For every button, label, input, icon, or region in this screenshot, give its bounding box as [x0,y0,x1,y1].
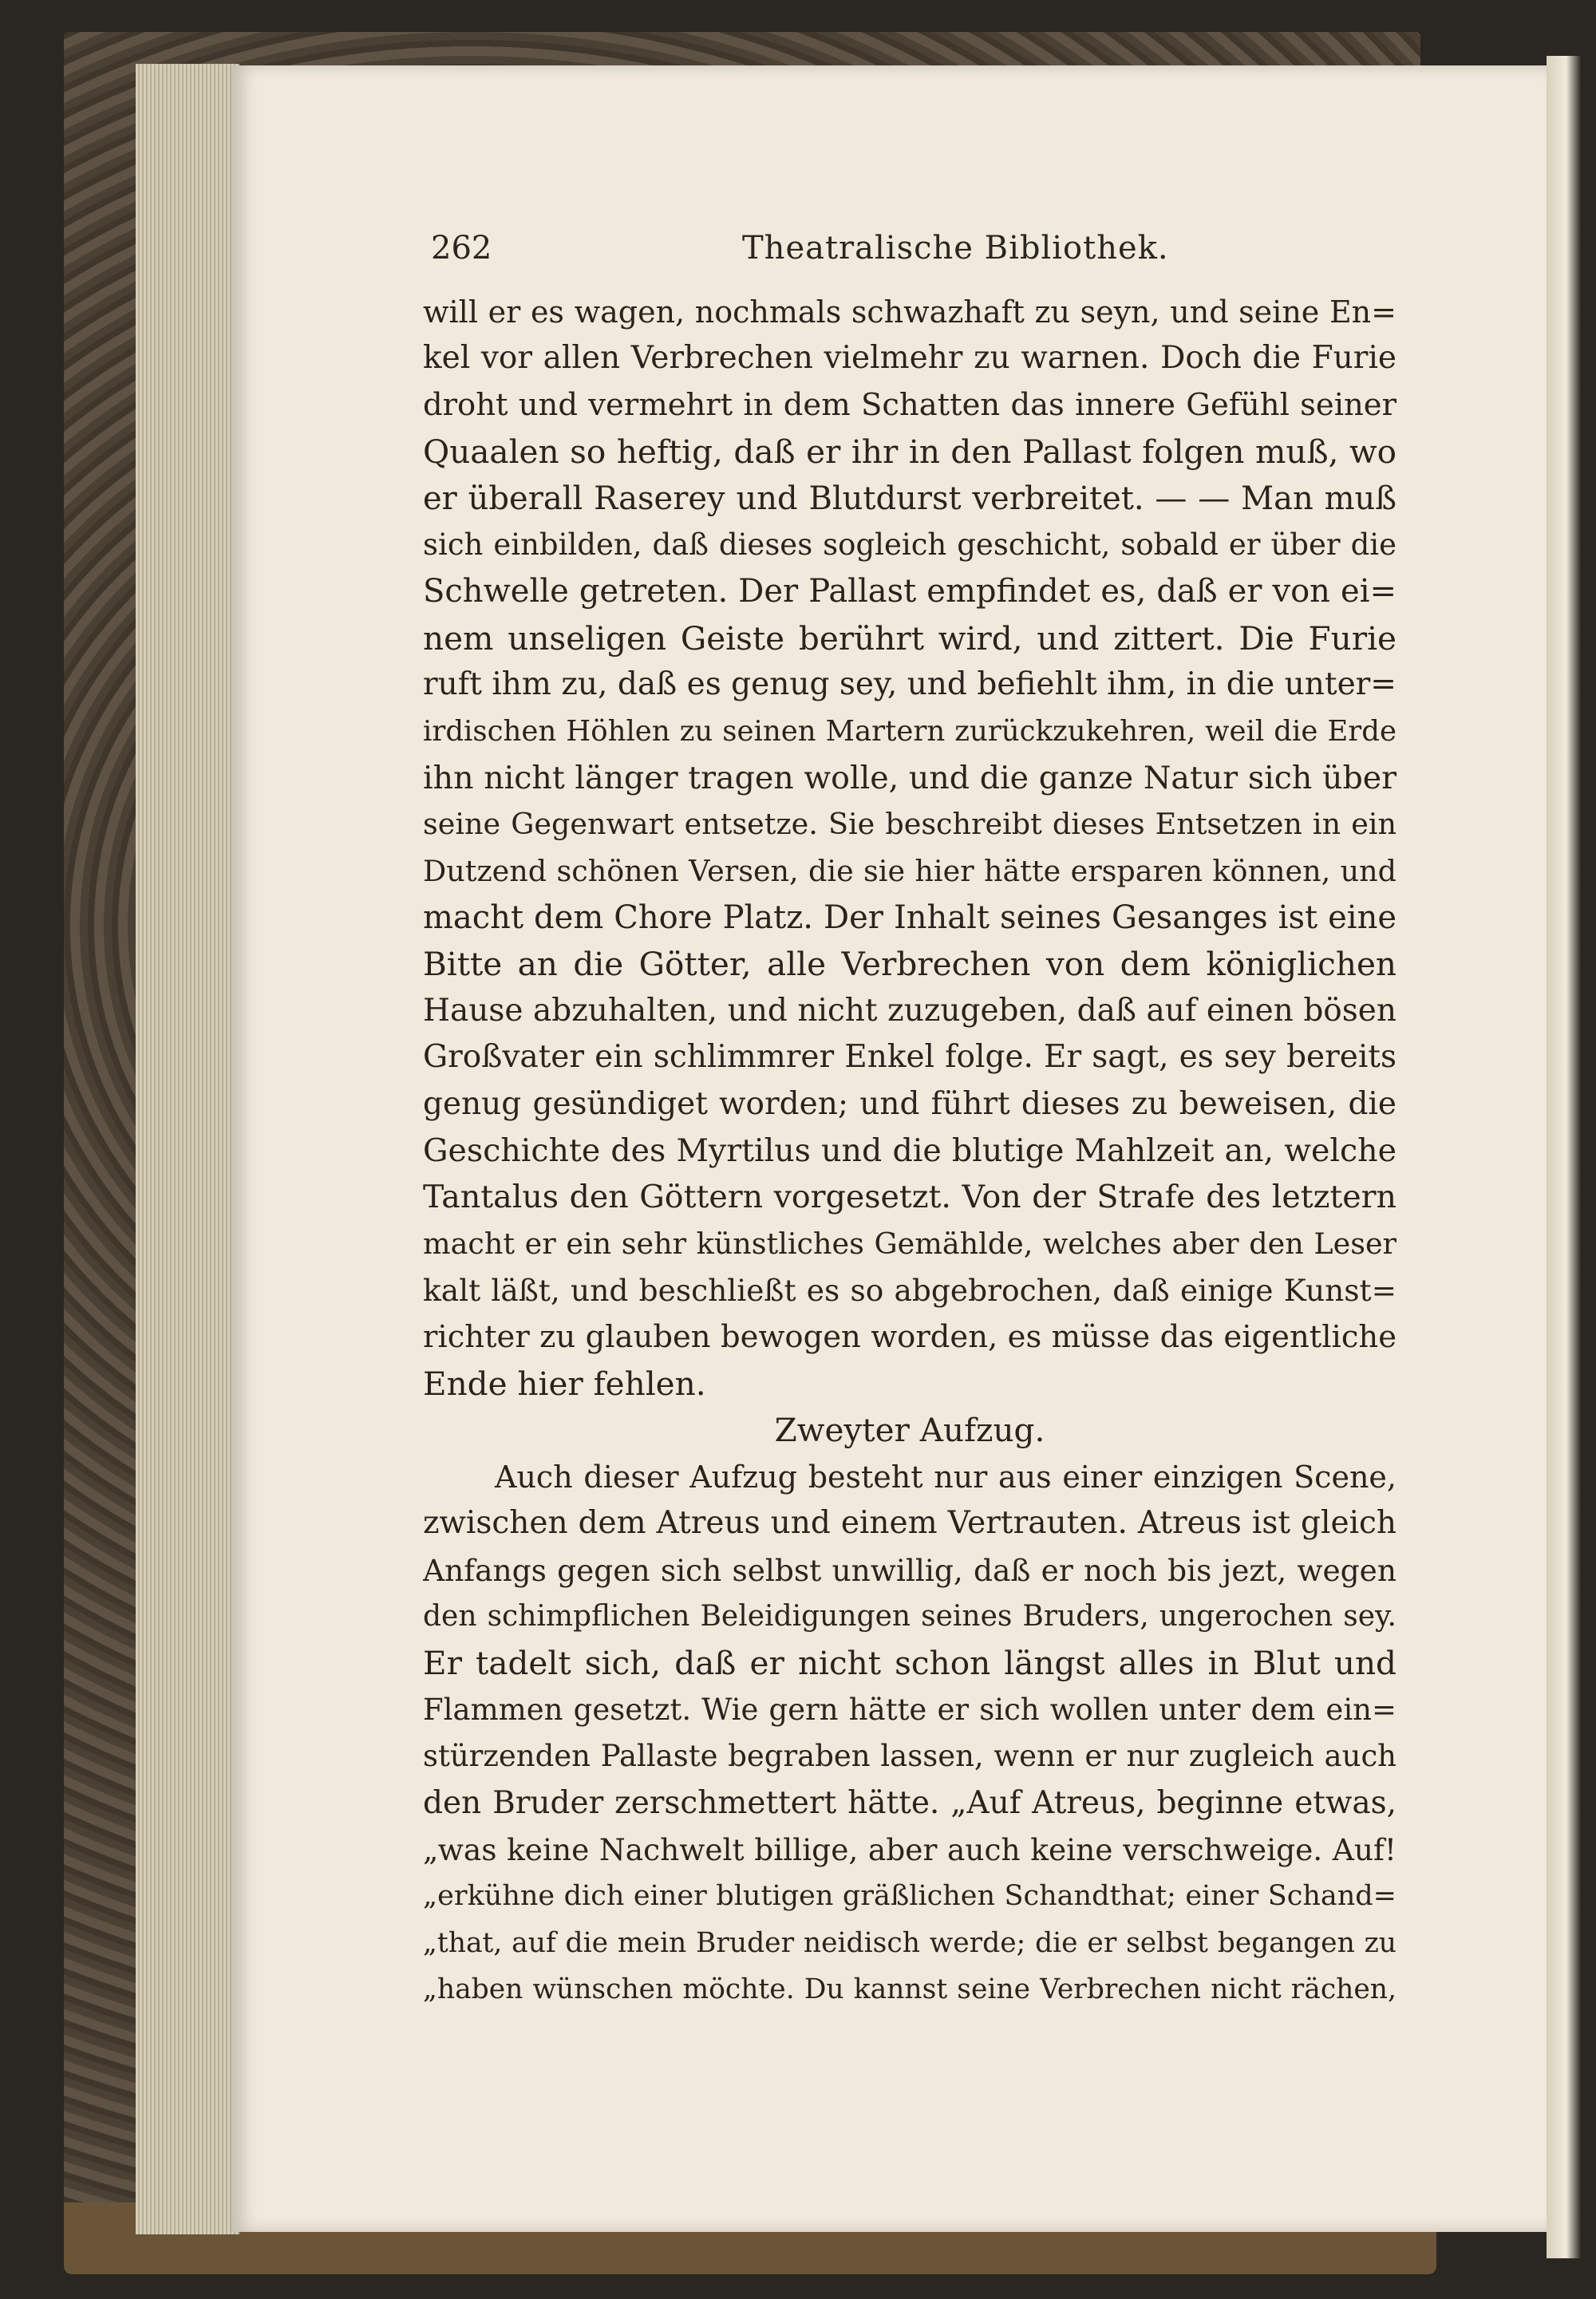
text-line: richter zu glauben bewogen worden, es müsse das eigentliche [423,1318,1396,1355]
running-title: Theatralische Bibliothek. [742,230,1169,267]
text-line: den schimpflichen Beleidigungen seines Bruders, ungerochen sey. [423,1599,1396,1633]
body-text [423,289,1396,2013]
text-line: Hause abzuhalten, und nicht zuzugeben, daß auf einen bösen [423,992,1396,1029]
text-line: Er tadelt sich, daß er nicht schon längst alles in Blut und [423,1644,1396,1683]
page-edges [136,64,239,2234]
text-line: „that, auf die mein Bruder neidisch werde; die er selbst begangen zu [423,1926,1396,1959]
page-header [431,230,1396,270]
text-line: kel vor allen Verbrechen vielmehr zu warnen. Doch die Furie [423,340,1396,377]
text-line: „erkühne dich einer blutigen gräßlichen Schandthat; einer Schand= [423,1880,1396,1913]
text-line: Geschichte des Myrtilus und die blutige Mahlzeit an, welche [423,1132,1396,1170]
text-line: will er es wagen, nochmals schwazhaft zu seyn, und seine En= [423,294,1396,330]
section-heading: Zweyter Aufzug. [774,1411,1045,1450]
text-line: „haben wünschen möchte. Du kannst seine Verbrechen nicht rächen, [423,1973,1396,2006]
text-line: macht dem Chore Platz. Der Inhalt seines Gesanges ist eine [423,899,1396,937]
text-line: seine Gegenwart entsetze. Sie beschreibt dieses Entsetzen in ein [423,807,1396,842]
text-line: stürzenden Pallaste begraben lassen, wenn er nur zugleich auch [423,1739,1396,1774]
text-line: genug gesündiget worden; und führt dieses zu beweisen, die [423,1085,1396,1122]
text-line: zwischen dem Atreus und einem Vertrauten. Atreus ist gleich [423,1505,1396,1542]
text-line: Quaalen so heftig, daß er ihr in den Pallast folgen muß, wo [423,433,1396,472]
text-line: Flammen gesetzt. Wie gern hätte er sich wollen unter dem ein= [423,1692,1396,1727]
text-line: Bitte an die Götter, alle Verbrechen von dem königlichen [423,945,1396,984]
text-line: Auch dieser Aufzug besteht nur aus einer einzigen Scene, [495,1459,1396,1495]
text-line: irdischen Höhlen zu seinen Martern zurückzukehren, weil die Erde [423,714,1396,748]
text-line: nem unseligen Geiste berührt wird, und zittert. Die Furie [423,618,1396,658]
text-line: ihn nicht länger tragen wolle, und die ganze Natur sich über [423,759,1396,796]
text-line: Dutzend schönen Versen, die sie hier hätte ersparen können, und [423,853,1396,888]
text-line: ruft ihm zu, daß es genug sey, und befiehlt ihm, in die unter= [423,666,1396,703]
text-line: sich einbilden, daß dieses sogleich geschicht, sobald er über die [423,527,1396,562]
text-line: Schwelle getreten. Der Pallast empfindet es, daß er von ei= [423,573,1396,610]
text-line: Ende hier fehlen. [423,1364,706,1403]
page-number: 262 [431,230,492,267]
text-line: den Bruder zerschmettert hätte. „Auf Atreus, beginne etwas, [423,1784,1396,1821]
text-line: macht er ein sehr künstliches Gemählde, welches aber den Leser [423,1226,1396,1261]
text-line: er überall Raserey und Blutdurst verbreitet. — — Man muß [423,480,1396,517]
text-line: „was keine Nachwelt billige, aber auch keine verschweige. Auf! [423,1831,1396,1867]
text-line: Tantalus den Göttern vorgesetzt. Von der Strafe des letztern [423,1179,1396,1216]
facing-page-edge [1547,56,1596,2258]
text-line: Anfangs gegen sich selbst unwillig, daß er noch bis jezt, wegen [423,1552,1396,1588]
text-line: droht und vermehrt in dem Schatten das innere Gefühl seiner [423,386,1396,423]
text-line: kalt läßt, und beschließt es so abgebrochen, daß einige Kunst= [423,1273,1396,1309]
text-line: Großvater ein schlimmrer Enkel folge. Er sagt, es sey bereits [423,1039,1396,1076]
